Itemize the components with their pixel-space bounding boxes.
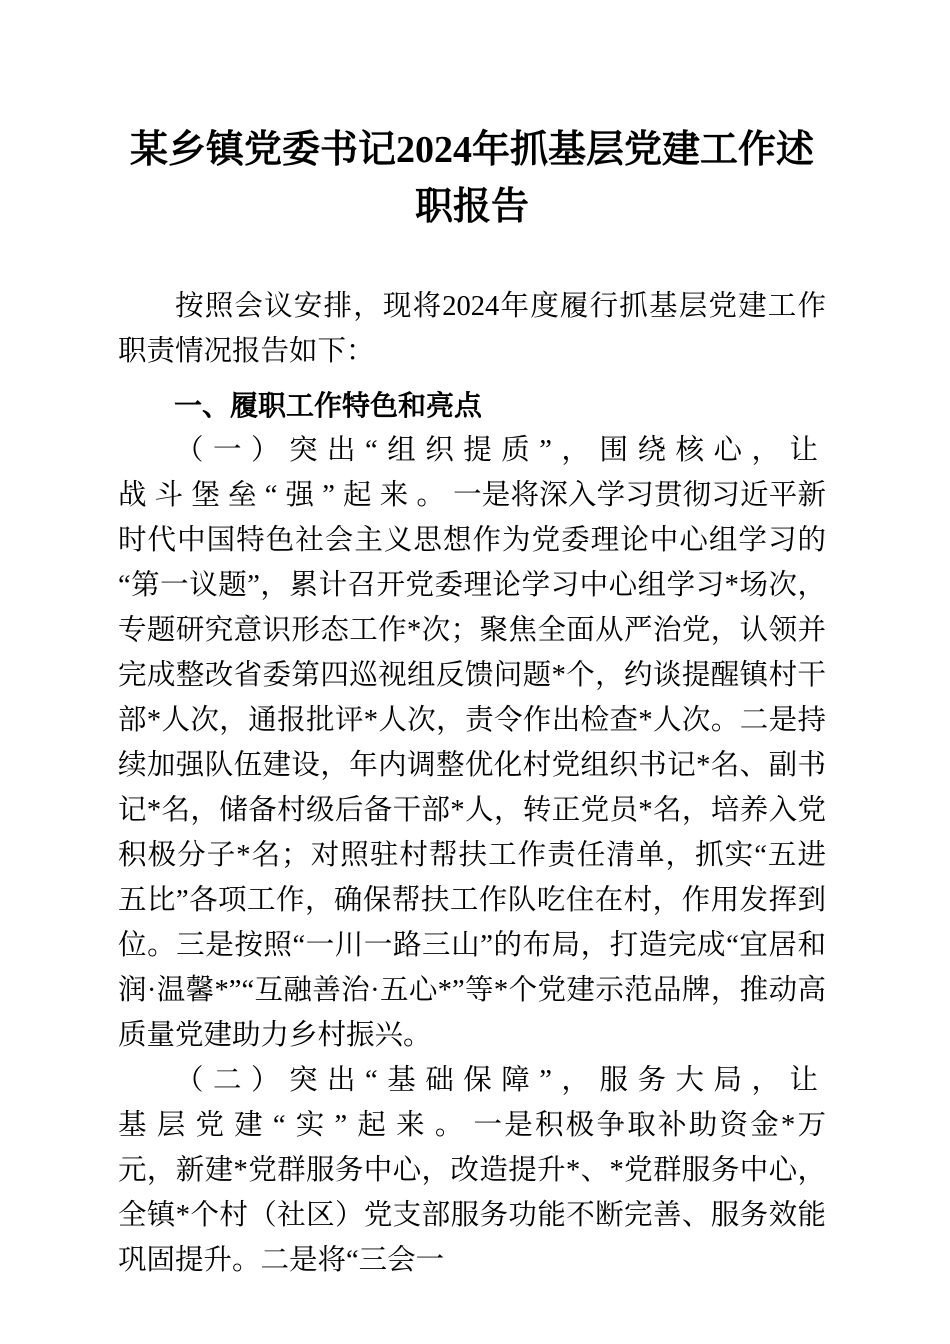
subsection-label-2: （二）突出“基础保障”，服务大局，让基层党建“实”起来。 <box>118 1065 826 1141</box>
subsection-body-1: 一是将深入学习贯彻习近平新时代中国特色社会主义思想作为党委理论中心组学习的“第一议题”，累计召开党委理论学习中心组学习*场次，专题研究意识形态工作*次；聚焦全面从严治党，认领并完成整改省委第四巡视组反馈问题*个，约谈提醒镇村干部*人次，通报批评*人次，责令作出检查*人次。二是持续加强队伍建设，年内调整优化村党组织书记*名、副书记*名，储备村级后备干部*人，转正党员*名，培养入党积极分子*名；对照驻村帮扶工作责任清单，抓实“五进五比”各项工作，确保帮扶工作队吃住在村，作用发挥到位。三是按照“一川一路三山”的布局，打造完成“宜居和润·温馨*”“互融善治·五心*”等*个党建示范品牌，推动高质量党建助力乡村振兴。 <box>118 480 826 1051</box>
section-heading-1: 一、履职工作特色和亮点 <box>174 390 483 421</box>
subsection-body-2: 一是积极争取补助资金*万元，新建*党群服务中心，改造提升*、*党群服务中心，全镇*个村（社区）党支部服务功能不断完善、服务效能巩固提升。二是将“三会一 <box>118 1110 826 1276</box>
subsection-label-1: （一）突出“组织提质”，围绕核心，让战斗堡垒“强”起来。 <box>118 435 826 511</box>
document-content <box>118 0 826 1283</box>
lead-paragraph: 按照会议安排，现将2024年度履行抓基层党建工作职责情况报告如下： <box>118 291 826 367</box>
page-title: 某乡镇党委书记2024年抓基层党建工作述职报告 <box>129 129 814 228</box>
subsection-paragraph-1 <box>118 428 826 1058</box>
subsection-paragraph-2 <box>118 1058 826 1283</box>
